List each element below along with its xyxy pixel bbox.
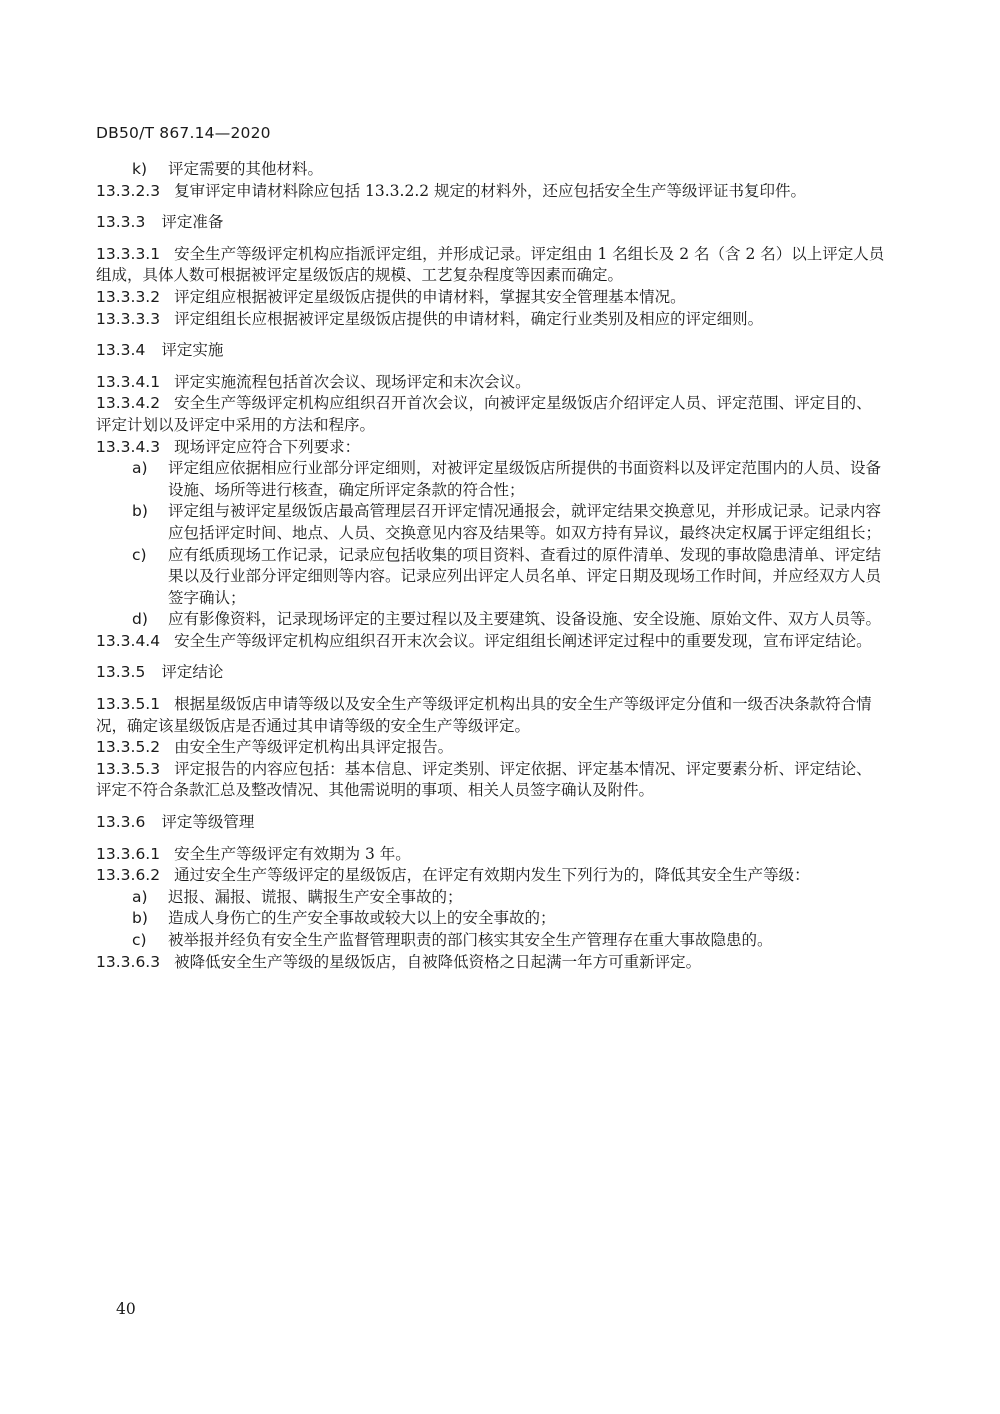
clause-number: 13.3.4.2 xyxy=(96,394,161,413)
document-code: DB50/T 867.14—2020 xyxy=(96,124,271,142)
clause-number: 13.3.5.3 xyxy=(96,759,161,778)
clause-text: 被降低安全生产等级的星级饭店，自被降低资格之日起满一年方可重新评定。 xyxy=(174,952,702,971)
clause-13-3-2-3 xyxy=(96,181,886,203)
clause-number: 13.3.5.2 xyxy=(96,738,161,757)
list-marker: c) xyxy=(132,931,147,949)
clause-text: 由安全生产等级评定机构出具评定报告。 xyxy=(174,738,454,757)
list-item-text: 迟报、漏报、谎报、瞒报生产安全事故的； xyxy=(168,887,463,906)
clause-number: 13.3.6.2 xyxy=(96,866,161,885)
list-item-text: 评定组与被评定星级饭店最高管理层召开评定情况通报会，就评定结果交换意见，并形成记录。记录内容应包括评定时间、地点、人员、交换意见内容及结果等。如双方持有异议，最终决定权属于评定组组长； xyxy=(168,502,882,542)
list-marker: c) xyxy=(132,545,147,564)
list-item-text: 应有影像资料，记录现场评定的主要过程以及主要建筑、设备设施、安全设施、原始文件、双方人员等。 xyxy=(168,610,882,629)
section-number: 13.3.4 xyxy=(96,341,146,360)
clause-number: 13.3.3.3 xyxy=(96,309,161,328)
clause-13-3-5-3 xyxy=(96,759,886,802)
list-item xyxy=(96,159,886,181)
clause-text: 安全生产等级评定有效期为 3 年。 xyxy=(174,844,411,863)
clause-text: 安全生产等级评定机构应组织召开末次会议。评定组组长阐述评定过程中的重要发现，宣布评定结论。 xyxy=(174,631,872,650)
section-title: 评定等级管理 xyxy=(161,813,255,832)
list-item xyxy=(96,458,886,501)
list-marker: b) xyxy=(132,502,148,521)
list-item xyxy=(96,545,886,610)
clause-number: 13.3.2.3 xyxy=(96,181,161,200)
section-number: 13.3.3 xyxy=(96,213,146,232)
list-item xyxy=(96,908,886,930)
section-title: 评定实施 xyxy=(161,341,224,360)
list-item-text: 应有纸质现场工作记录，记录应包括收集的项目资料、查看过的原件清单、发现的事故隐患清单、评定结果以及行业部分评定细则等内容。记录应列出评定人员名单、评定日期及现场工作时间，并应经双方人员签字确认； xyxy=(168,545,882,607)
clause-number: 13.3.6.1 xyxy=(96,844,161,863)
list-marker: a) xyxy=(132,459,148,478)
clause-13-3-4-3 xyxy=(96,437,886,459)
section-number: 13.3.6 xyxy=(96,813,146,832)
clause-number: 13.3.5.1 xyxy=(96,695,161,714)
clause-13-3-4-4 xyxy=(96,631,886,653)
list-marker: d) xyxy=(132,610,148,629)
clause-text: 根据星级饭店申请等级以及安全生产等级评定机构出具的安全生产等级评定分值和一级否决条款符合情况，确定该星级饭店是否通过其申请等级的安全生产等级评定。 xyxy=(96,695,872,735)
section-heading-13-3-6 xyxy=(96,812,886,834)
clause-13-3-5-1 xyxy=(96,694,886,737)
clause-text: 评定实施流程包括首次会议、现场评定和末次会议。 xyxy=(174,372,531,391)
clause-number: 13.3.3.1 xyxy=(96,244,161,263)
list-item xyxy=(96,609,886,631)
list-marker: a) xyxy=(132,887,148,906)
list-item-text: 评定需要的其他材料。 xyxy=(168,160,324,178)
clause-13-3-3-2 xyxy=(96,287,886,309)
clause-number: 13.3.3.2 xyxy=(96,287,161,306)
clause-13-3-4-1 xyxy=(96,372,886,394)
section-heading-13-3-4 xyxy=(96,340,886,362)
clause-13-3-3-1 xyxy=(96,244,886,287)
list-marker: b) xyxy=(132,909,148,928)
clause-13-3-4-2 xyxy=(96,393,886,436)
list-item xyxy=(96,887,886,909)
document-body xyxy=(96,159,886,973)
clause-text: 通过安全生产等级评定的星级饭店，在评定有效期内发生下列行为的，降低其安全生产等级： xyxy=(174,866,810,885)
section-title: 评定准备 xyxy=(161,213,224,232)
section-title: 评定结论 xyxy=(161,663,224,682)
list-item-text: 被举报并经负有安全生产监督管理职责的部门核实其安全生产管理存在重大事故隐患的。 xyxy=(168,931,773,949)
clause-13-3-3-3 xyxy=(96,309,886,331)
list-item-text: 造成人身伤亡的生产安全事故或较大以上的安全事故的； xyxy=(168,909,556,928)
section-number: 13.3.5 xyxy=(96,663,146,682)
list-item xyxy=(96,501,886,544)
section-heading-13-3-5 xyxy=(96,662,886,684)
clause-13-3-5-2 xyxy=(96,737,886,759)
list-item xyxy=(96,930,886,952)
section-heading-13-3-3 xyxy=(96,212,886,234)
clause-text: 评定组组长应根据被评定星级饭店提供的申请材料，确定行业类别及相应的评定细则。 xyxy=(174,309,764,328)
clause-number: 13.3.4.4 xyxy=(96,631,161,650)
clause-text: 复审评定申请材料除应包括 13.3.2.2 规定的材料外，还应包括安全生产等级评证书复印件。 xyxy=(174,181,807,200)
page-number: 40 xyxy=(116,1300,136,1318)
clause-text: 评定组应根据被评定星级饭店提供的申请材料，掌握其安全管理基本情况。 xyxy=(174,287,686,306)
clause-13-3-6-2 xyxy=(96,865,886,887)
clause-13-3-6-1 xyxy=(96,844,886,866)
clause-number: 13.3.4.3 xyxy=(96,437,161,456)
clause-text: 安全生产等级评定机构应指派评定组，并形成记录。评定组由 1 名组长及 2 名（含 2 名）以上评定人员组成，具体人数可根据被评定星级饭店的规模、工艺复杂程度等因素而确定。 xyxy=(96,244,885,285)
clause-text: 现场评定应符合下列要求： xyxy=(174,437,361,456)
clause-text: 评定报告的内容应包括：基本信息、评定类别、评定依据、评定基本情况、评定要素分析、评定结论、评定不符合条款汇总及整改情况、其他需说明的事项、相关人员签字确认及附件。 xyxy=(96,759,872,800)
clause-13-3-6-3 xyxy=(96,952,886,974)
clause-number: 13.3.6.3 xyxy=(96,952,161,971)
clause-number: 13.3.4.1 xyxy=(96,372,161,391)
list-marker: k) xyxy=(132,160,148,178)
list-item-text: 评定组应依据相应行业部分评定细则，对被评定星级饭店所提供的书面资料以及评定范围内的人员、设备设施、场所等进行核查，确定所评定条款的符合性； xyxy=(168,459,882,499)
clause-text: 安全生产等级评定机构应组织召开首次会议，向被评定星级饭店介绍评定人员、评定范围、评定目的、评定计划以及评定中采用的方法和程序。 xyxy=(96,394,872,434)
